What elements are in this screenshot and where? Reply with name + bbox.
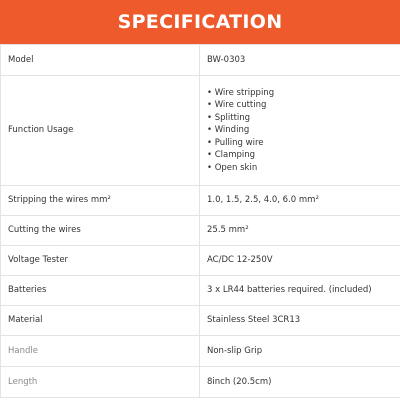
row-label: Voltage Tester — [1, 246, 200, 276]
table-row-function-usage — [1, 76, 400, 186]
table-row-length — [1, 367, 400, 398]
row-value: Stainless Steel 3CR13 — [200, 306, 400, 336]
row-value: BW-0303 — [200, 45, 400, 76]
row-value: AC/DC 12-250V — [200, 246, 400, 276]
list-item: • Clamping — [207, 149, 400, 161]
list-item: • Splitting — [207, 112, 400, 124]
row-label: Model — [1, 45, 200, 76]
table-row-cutting — [1, 216, 400, 246]
row-value: 25.5 mm² — [200, 216, 400, 246]
row-label: Material — [1, 306, 200, 336]
row-label: Stripping the wires mm² — [1, 186, 200, 216]
row-value: Non-slip Grip — [200, 336, 400, 367]
row-label: Batteries — [1, 276, 200, 306]
table-row-handle — [1, 336, 400, 367]
row-label: Cutting the wires — [1, 216, 200, 246]
function-usage-list — [207, 87, 400, 174]
list-item: • Pulling wire — [207, 137, 400, 149]
row-value-list — [200, 76, 400, 186]
table-row-model — [1, 45, 400, 76]
row-value: 3 x LR44 batteries required. (included) — [200, 276, 400, 306]
table-row-stripping — [1, 186, 400, 216]
row-value: 1.0, 1.5, 2.5, 4.0, 6.0 mm² — [200, 186, 400, 216]
table-row-material — [1, 306, 400, 336]
table-row-voltage-tester — [1, 246, 400, 276]
list-item: • Open skin — [207, 162, 400, 174]
list-item: • Wire stripping — [207, 87, 400, 99]
row-label: Handle — [1, 336, 200, 367]
spec-header — [0, 0, 400, 44]
list-item: • Wire cutting — [207, 99, 400, 111]
table-row-batteries — [1, 276, 400, 306]
row-value: 8inch (20.5cm) — [200, 367, 400, 398]
spec-table — [0, 44, 400, 398]
list-item: • Winding — [207, 124, 400, 136]
row-label: Length — [1, 367, 200, 398]
page-title: SPECIFICATION — [117, 11, 283, 33]
row-label: Function Usage — [1, 76, 200, 186]
